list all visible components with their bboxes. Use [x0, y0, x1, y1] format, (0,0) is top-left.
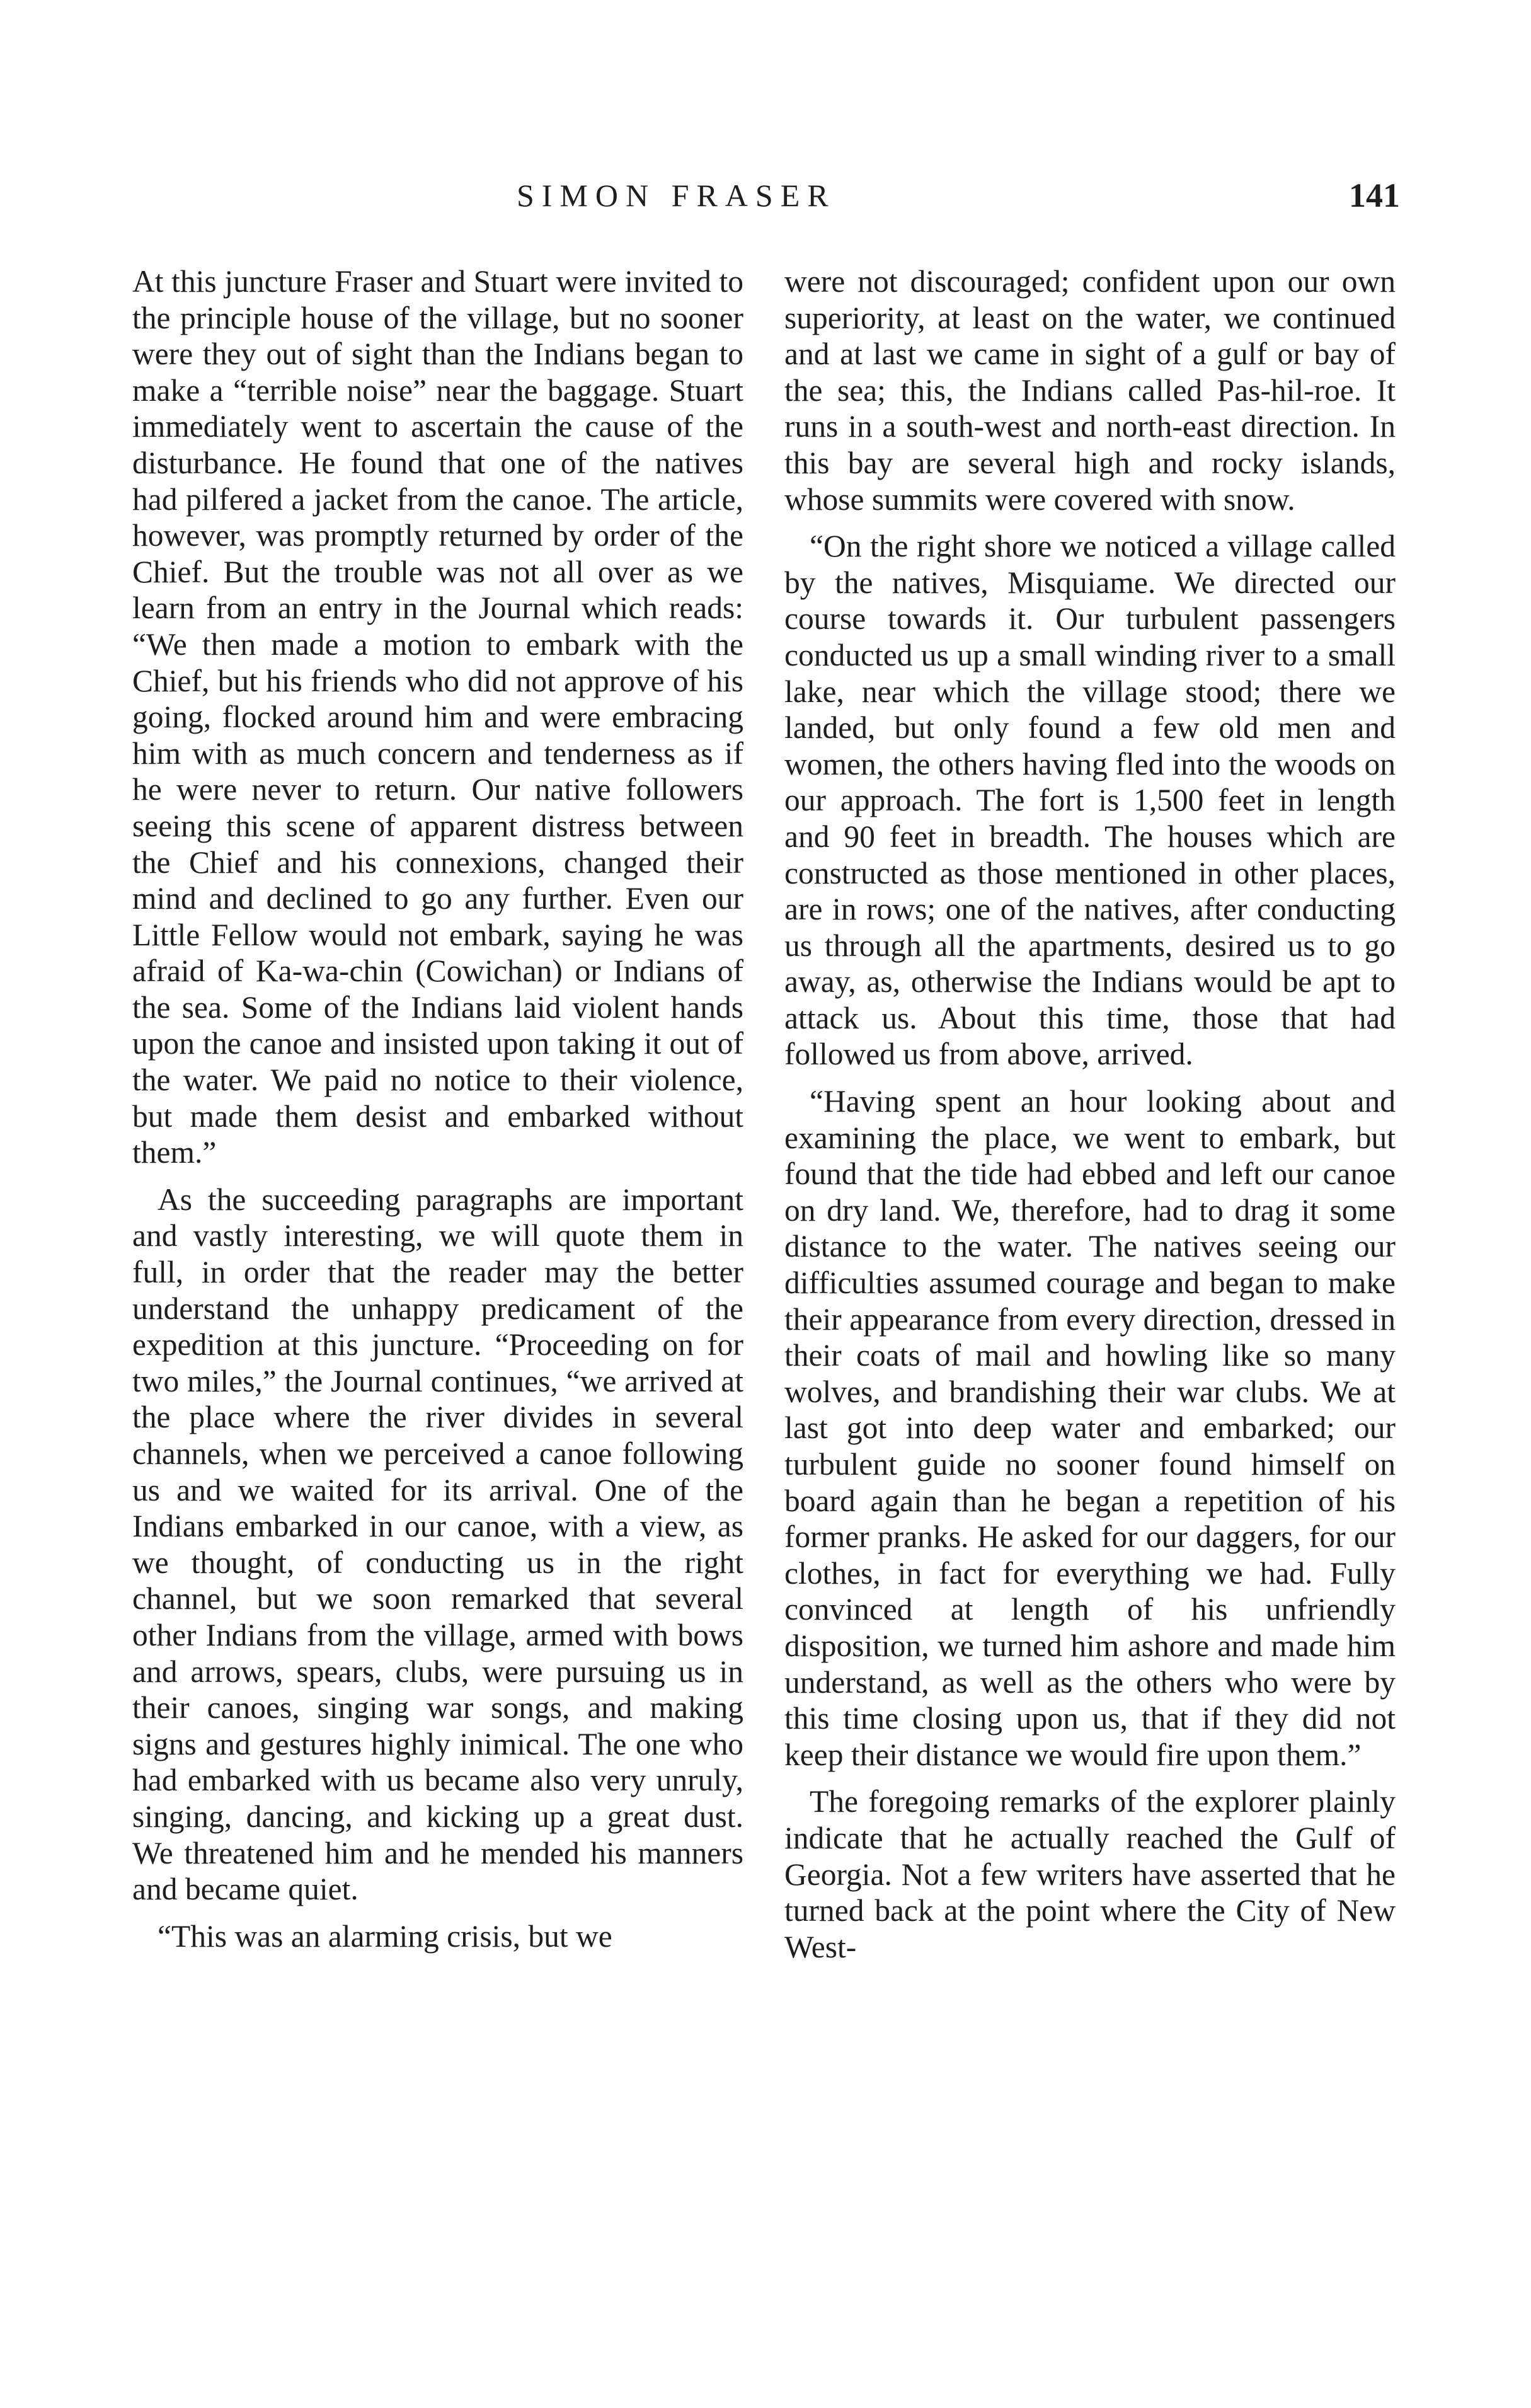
- paragraph: “On the right shore we noticed a village called by the natives, Misquiame. We directed our course towards it. Our turbulent passengers conducted us up a small winding river to a small lake, near which the village stood; there we landed, but only found a few old men and women, the others having fled into the woods on our approach. The fort is 1,500 feet in length and 90 feet in breadth. The houses which are constructed as those mentioned in other places, are in rows; one of the natives, after conducting us through all the apartments, desired us to go away, as, otherwise the Indians would be apt to attack us. About this time, those that had followed us from above, arrived.: [784, 529, 1396, 1072]
- page-number: 141: [1349, 176, 1400, 214]
- running-head-title: SIMON FRASER: [517, 178, 836, 213]
- paragraph: were not discouraged; confident upon our own superiority, at least on the water, we continued and at last we came in sight of a gulf or bay of the sea; this, the Indians called Pas-hil-roe. It runs in a south-west and north-east direction. In this bay are several high and rocky islands, whose summits were covered with snow.: [784, 264, 1396, 517]
- paragraph: As the succeeding paragraphs are important and vastly interesting, we will quote them in full, in order that the reader may the better understand the unhappy predicament of the expedition at this juncture. “Proceeding on for two miles,” the Journal continues, “we arrived at the place where the river divides in several channels, when we perceived a canoe following us and we waited for its arrival. One of the Indians embarked in our canoe, with a view, as we thought, of conducting us in the right channel, but we soon remarked that several other Indians from the village, armed with bows and arrows, spears, clubs, were pursuing us in their canoes, singing war songs, and making signs and gestures highly inimical. The one who had embarked with us became also very unruly, singing, dancing, and kicking up a great dust. We threatened him and he mended his manners and became quiet.: [132, 1182, 743, 1907]
- paragraph: The foregoing remarks of the explorer plainly indicate that he actually reached the Gulf of Georgia. Not a few writers have asserted that he turned back at the point where the City of New West-: [784, 1784, 1396, 1964]
- paragraph: “This was an alarming crisis, but we: [158, 1918, 612, 1954]
- right-column: [784, 263, 1396, 1976]
- paragraph: “Having spent an hour looking about and examining the place, we went to embark, but found that the tide had ebbed and left our canoe on dry land. We, therefore, had to drag it some distance to the water. The natives seeing our difficulties assumed courage and began to make their appearance from every direction, dressed in their coats of mail and howling like so many wolves, and brandishing their war clubs. We at last got into deep water and embarked; our turbulent guide no sooner found himself on board again than he began a repetition of his former pranks. He asked for our daggers, for our clothes, in fact for everything we had. Fully convinced at length of his unfriendly disposition, we turned him ashore and made him understand, as well as the others who were by this time closing upon us, that if they did not keep their distance we would fire upon them.”: [784, 1084, 1396, 1772]
- paragraph: At this juncture Fraser and Stuart were invited to the principle house of the village, but no sooner were they out of sight than the Indians began to make a “terrible noise” near the baggage. Stuart immediately went to ascertain the cause of the disturbance. He found that one of the natives had pilfered a jacket from the canoe. The article, however, was promptly returned by order of the Chief. But the trouble was not all over as we learn from an entry in the Journal which reads: “We then made a motion to embark with the Chief, but his friends who did not approve of his going, flocked around him and were embracing him with as much concern and tenderness as if he were never to return. Our native followers seeing this scene of apparent distress between the Chief and his connexions, changed their mind and declined to go any further. Even our Little Fellow would not embark, saying he was afraid of Ka-wa-chin (Cowichan) or Indians of the sea. Some of the Indians laid violent hands upon the canoe and insisted upon taking it out of the water. We paid no notice to their violence, but made them desist and embarked without them.”: [132, 264, 743, 1170]
- left-column: [132, 263, 743, 1965]
